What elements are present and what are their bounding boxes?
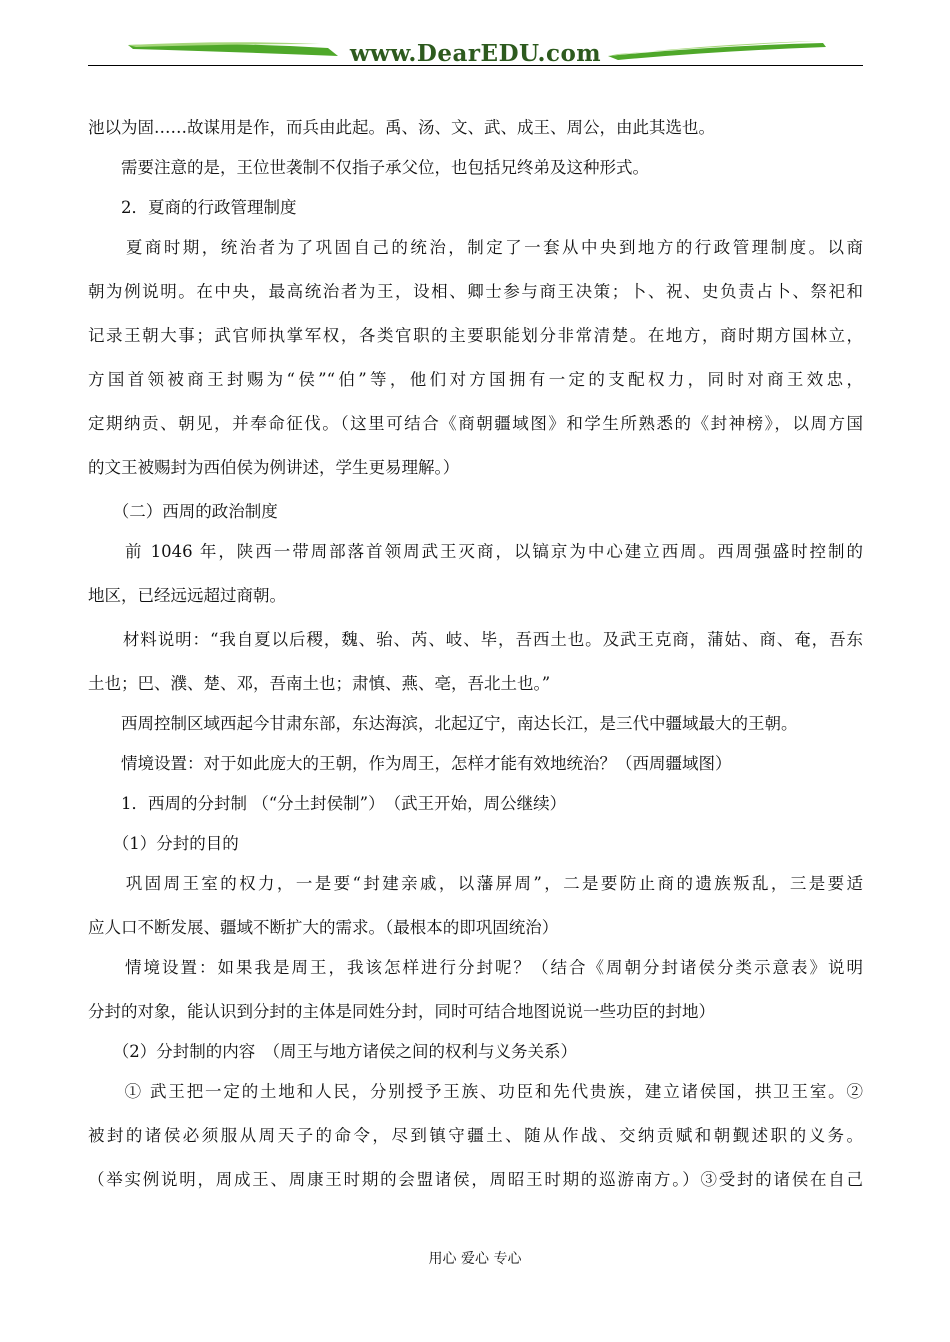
paragraph-line: 材料说明：“我自夏以后稷，魏、骀、芮、岐、毕，吾西土也。及武王克商，蒲姑、商、奄，吾东: [88, 630, 863, 649]
paragraph-line: 西周控制区域西起今甘肃东部，东达海滨，北起辽宁，南达长江，是三代中疆域最大的王朝。: [88, 714, 798, 733]
paragraph-line: 巩固周王室的权力，一是要“封建亲戚，以藩屏周”，二是要防止商的遗族叛乱，三是要适: [88, 874, 863, 893]
section-heading: 2．夏商的行政管理制度: [88, 198, 297, 217]
paragraph-line: 情境设置：对于如此庞大的王朝，作为周王，怎样才能有效地统治？（西周疆域图）: [88, 754, 732, 773]
section-heading: （1）分封的目的: [88, 834, 239, 853]
paragraph-line: 前 1046 年，陕西一带周部落首领周武王灭商，以镐京为中心建立西周。西周强盛时控制的: [88, 542, 863, 561]
paragraph-line: 夏商时期，统治者为了巩固自己的统治，制定了一套从中央到地方的行政管理制度。以商: [88, 238, 863, 257]
paragraph-line: 方国首领被商王封赐为“侯”“伯”等，他们对方国拥有一定的支配权力，同时对商王效忠，: [88, 370, 863, 389]
paragraph-line: 定期纳贡、朝见，并奉命征伐。（这里可结合《商朝疆域图》和学生所熟悉的《封神榜》，以周方国: [88, 414, 863, 433]
paragraph-line: 池以为固……故谋用是作，而兵由此起。禹、汤、文、武、成王、周公，由此其选也。: [88, 118, 715, 137]
paragraph-line: 情境设置：如果我是周王，我该怎样进行分封呢？（结合《周朝分封诸侯分类示意表》说明: [88, 958, 863, 977]
paragraph-line: 记录王朝大事；武官师执掌军权，各类官职的主要职能划分非常清楚。在地方，商时期方国林立，: [88, 326, 863, 345]
paragraph-line: 需要注意的是，王位世袭制不仅指子承父位，也包括兄终弟及这种形式。: [88, 158, 649, 177]
paragraph-line: 分封的对象，能认识到分封的主体是同姓分封，同时可结合地图说说一些功臣的封地）: [88, 1002, 715, 1021]
section-heading: （2）分封制的内容 （周王与地方诸侯之间的权利与义务关系）: [88, 1042, 577, 1061]
page-footer: 用心 爱心 专心: [428, 1251, 522, 1267]
paragraph-line: 土也；巴、濮、楚、邓，吾南土也；肃慎、燕、亳，吾北土也。”: [88, 674, 551, 693]
paragraph-line: ① 武王把一定的土地和人民，分别授予王族、功臣和先代贵族，建立诸侯国，拱卫王室。②: [88, 1082, 863, 1101]
paragraph-line: 应人口不断发展、疆域不断扩大的需求。（最根本的即巩固统治）: [88, 918, 559, 937]
paragraph-line: 朝为例说明。在中央，最高统治者为王，设相、卿士参与商王决策；卜、祝、史负责占卜、祭祀和: [88, 282, 863, 301]
site-logo-text: www.DearEDU.com: [349, 40, 602, 67]
paragraph-line: 的文王被赐封为西伯侯为例讲述，学生更易理解。）: [88, 458, 460, 477]
paragraph-line: 地区，已经远远超过商朝。: [88, 586, 286, 605]
header-rule: [88, 65, 863, 66]
section-heading: （二）西周的政治制度: [88, 502, 278, 521]
paragraph-line: 被封的诸侯必须服从周天子的命令，尽到镇守疆土、随从作战、交纳贡赋和朝觐述职的义务。: [88, 1126, 863, 1145]
section-heading: 1．西周的分封制 （“分土封侯制”） （武王开始，周公继续）: [88, 794, 567, 813]
paragraph-line: （举实例说明，周成王、周康王时期的会盟诸侯，周昭王时期的巡游南方。）③受封的诸侯在自己: [88, 1170, 863, 1189]
